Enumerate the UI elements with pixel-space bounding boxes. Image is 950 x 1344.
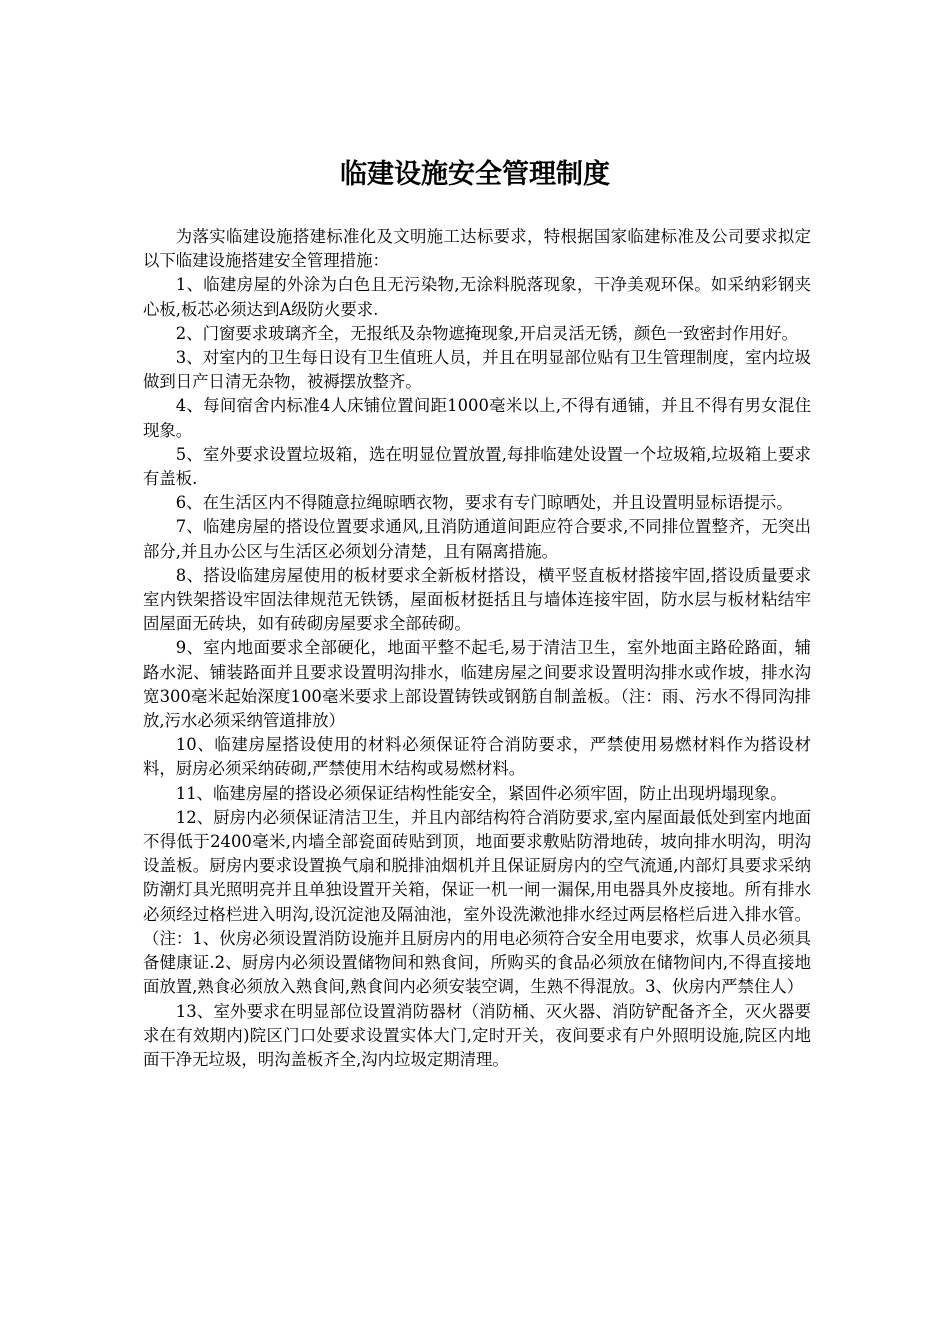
rule-paragraph-2: 2、门窗要求玻璃齐全，无报纸及杂物遮掩现象,开启灵活无锈，颜色一致密封作用好。 <box>175 323 798 343</box>
intro-paragraph: 为落实临建设施搭建标准化及文明施工达标要求，特根据国家临建标准及公司要求拟定以下临建设施搭建安全管理措施： <box>143 227 811 271</box>
rule-paragraph-7: 7、临建房屋的搭设位置要求通风,且消防通道间距应符合要求,不同排位置整齐，无突出部分,并且办公区与生活区必须划分清楚，且有隔离措施。 <box>143 517 811 561</box>
rule-paragraph-6: 6、在生活区内不得随意拉绳晾晒衣物，要求有专门晾晒处，并且设置明显标语提示。 <box>175 493 793 513</box>
rule-paragraph-9: 9、室内地面要求全部硬化，地面平整不起毛,易于清洁卫生，室外地面主路砼路面，辅路水泥、铺装路面并且要求设置明沟排水，临建房屋之间要求设置明沟排水或作坡，排水沟宽300毫米起始深度100毫米要求上部设置铸铁或钢筋自制盖板。（注：雨、污水不得同沟排放,污水必须采纳管道排放） <box>143 638 811 731</box>
document-title: 临建设施安全管理制度 <box>340 159 610 190</box>
rule-paragraph-11: 11、临建房屋的搭设必须保证结构性能安全，紧固件必须牢固，防止出现坍塌现象。 <box>175 783 787 803</box>
rule-paragraph-10: 10、临建房屋搭设使用的材料必须保证符合消防要求，严禁使用易燃材料作为搭设材料，厨房必须采纳砖砌,严禁使用木结构或易燃材料。 <box>143 735 811 779</box>
rule-paragraph-1: 1、临建房屋的外涂为白色且无污染物,无涂料脱落现象，干净美观环保。如采纳彩钢夹心板,板芯必须达到A级防火要求. <box>143 275 811 319</box>
rule-paragraph-4: 4、每间宿舍内标准4人床铺位置间距1000毫米以上,不得有通铺，并且不得有男女混住现象。 <box>143 396 811 440</box>
rule-paragraph-13: 13、室外要求在明显部位设置消防器材（消防桶、灭火器、消防铲配备齐全，灭火器要求在有效期内)院区门口处要求设置实体大门,定时开关，夜间要求有户外照明设施,院区内地面干净无垃圾，明沟盖板齐全,沟内垃圾定期清理。 <box>143 1001 811 1069</box>
rule-paragraph-3: 3、对室内的卫生每日设有卫生值班人员，并且在明显部位贴有卫生管理制度，室内垃圾做到日产日清无杂物，被褥摆放整齐。 <box>143 348 811 392</box>
rule-paragraph-8: 8、搭设临建房屋使用的板材要求全新板材搭设，横平竖直板材搭接牢固,搭设质量要求室内铁架搭设牢固法律规范无铁锈，屋面板材挺括且与墙体连接牢固，防水层与板材粘结牢固屋面无砖块，如有砖砌房屋要求全部砖砌。 <box>143 565 811 634</box>
document-body <box>143 225 811 1072</box>
rule-paragraph-5: 5、室外要求设置垃圾箱，选在明显位置放置,每排临建处设置一个垃圾箱,垃圾箱上要求有盖板. <box>143 444 811 489</box>
rule-paragraph-12: 12、厨房内必须保证清洁卫生，并且内部结构符合消防要求,室内屋面最低处到室内地面不得低于2400毫米,内墙全部瓷面砖贴到顶，地面要求敷贴防滑地砖，坡向排水明沟，明沟设盖板。厨房内要求设置换气扇和脱排油烟机并且保证厨房内的空气流通,内部灯具要求采纳防潮灯具光照明亮并且单独设置开关箱，保证一机一闸一漏保,用电器具外皮接地。所有排水必须经过格栏进入明沟,设沉淀池及隔油池，室外设洗漱池排水经过两层格栏后进入排水管。（注：1、伙房必须设置消防设施并且厨房内的用电必须符合安全用电要求，炊事人员必须具备健康证.2、厨房内必须设置储物间和熟食间，所购买的食品必须放在储物间内,不得直接地面放置,熟食必须放入熟食间,熟食间内必须安装空调，生熟不得混放。3、伙房内严禁住人） <box>143 807 811 997</box>
